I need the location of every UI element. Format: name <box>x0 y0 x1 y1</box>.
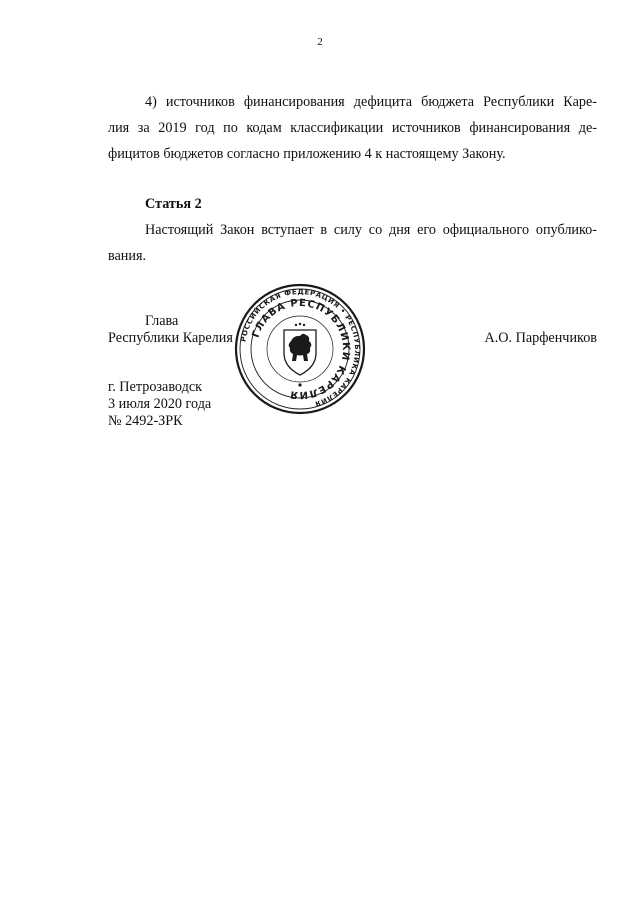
official-seal <box>234 283 366 415</box>
seal-outer-text: РОССИЙСКАЯ ФЕДЕРАЦИЯ • РЕСПУБЛИКА КАРЕЛИЯ <box>239 287 362 408</box>
paragraph-sources-financing <box>108 89 597 167</box>
law-number: № 2492-ЗРК <box>108 413 183 429</box>
page-number: 2 <box>317 36 323 48</box>
date-of-signing: 3 июля 2020 года <box>108 396 212 412</box>
signatory-name: А.О. Парфенчиков <box>484 330 597 346</box>
paragraph-line: вания. <box>108 248 147 264</box>
paragraph-line: 4) источников финансирования дефицита бюджета Республики Каре- <box>145 94 597 110</box>
paragraph-line: фицитов бюджетов согласно приложению 4 к настоящему Закону. <box>108 146 506 162</box>
article-heading: Статья 2 <box>145 196 202 212</box>
place-of-signing: г. Петрозаводск <box>108 379 203 395</box>
signatory-title-line-1: Глава <box>145 313 179 329</box>
signatory-title-line-2: Республики Карелия <box>108 330 233 346</box>
paragraph-entry-into-force <box>108 217 597 269</box>
paragraph-line: лия за 2019 год по кодам классификации источников финансирования де- <box>108 120 597 136</box>
seal-inner-text: ГЛАВА РЕСПУБЛИКИ КАРЕЛИЯ <box>250 297 352 401</box>
paragraph-line: Настоящий Закон вступает в силу со дня его официального опублико- <box>145 222 597 238</box>
